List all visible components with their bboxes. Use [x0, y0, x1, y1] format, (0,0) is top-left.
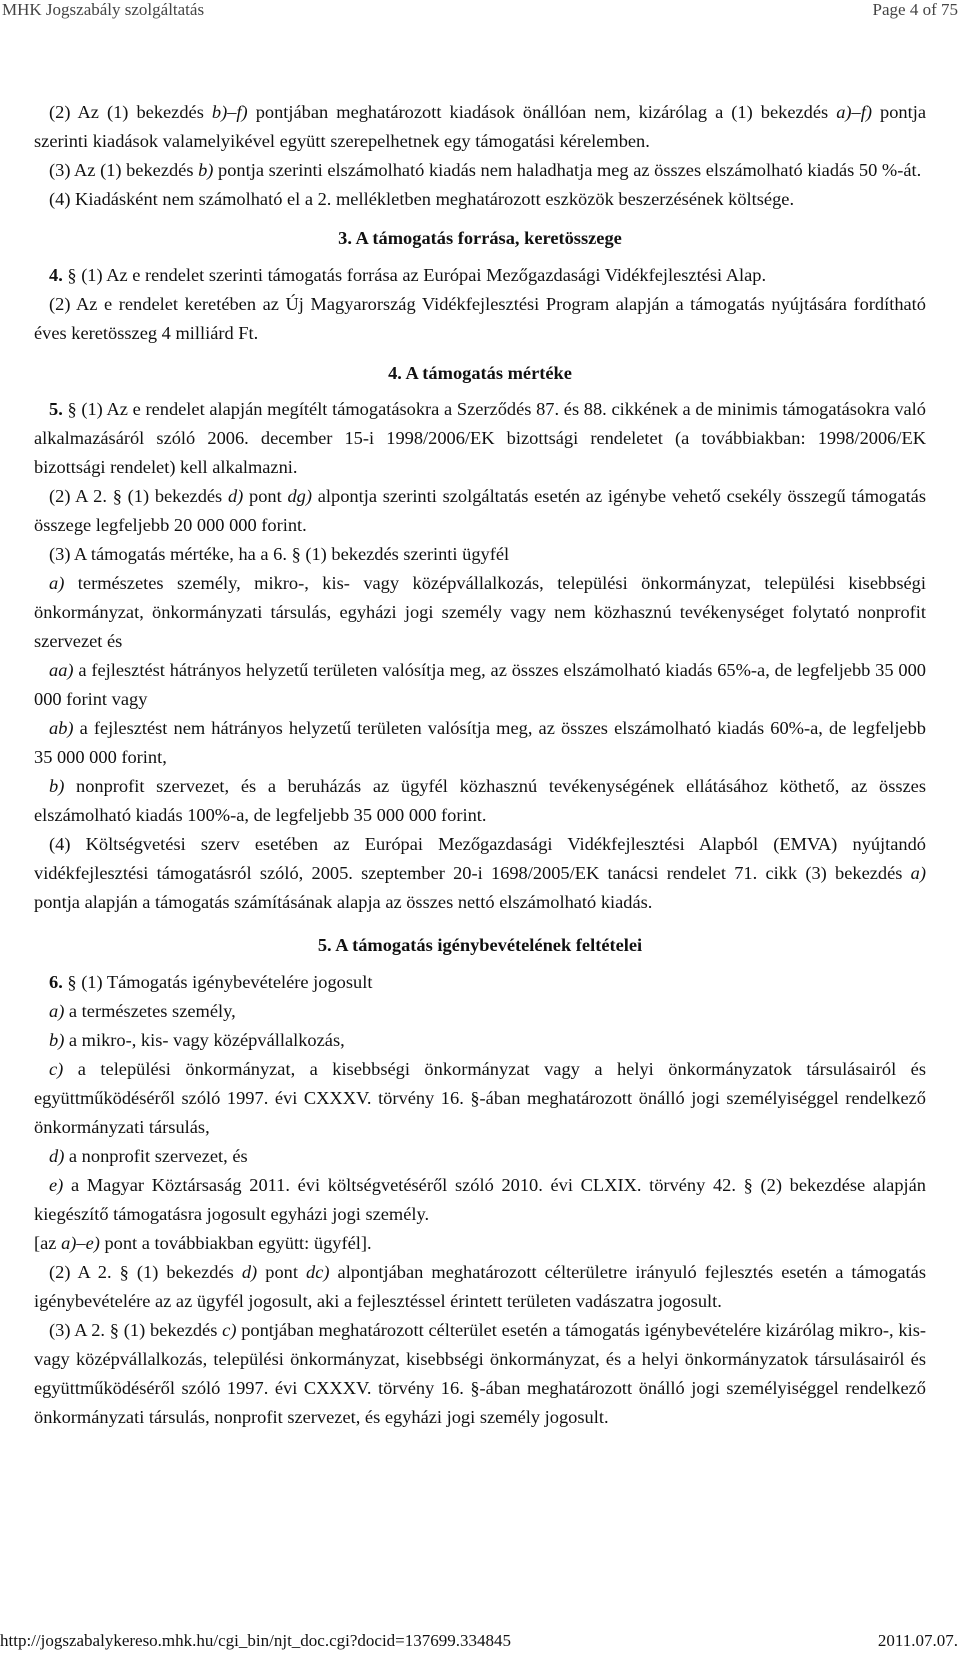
text: a mikro-, kis- vagy középvállalkozás,: [64, 1030, 345, 1050]
list-item: [34, 1026, 926, 1055]
section-heading: 4. A támogatás mértéke: [388, 363, 572, 383]
item-label: b): [49, 1030, 65, 1050]
item-label: aa): [49, 660, 74, 680]
list-item: [34, 1142, 926, 1171]
page-footer: [0, 1631, 960, 1654]
text: (2) A 2. § (1) bekezdés: [49, 486, 228, 506]
item-label: e): [49, 1175, 64, 1195]
section-heading: 5. A támogatás igénybevételének feltételei: [317, 935, 643, 955]
header-title: MHK Jogszabály szolgáltatás: [2, 0, 205, 19]
paragraph: [34, 1229, 926, 1258]
list-item: [34, 569, 926, 656]
paragraph: [34, 98, 926, 156]
item-label: c): [49, 1059, 64, 1079]
text: pont: [257, 1262, 306, 1282]
text: § (1) Támogatás igénybevételére jogosult: [62, 972, 373, 992]
list-item: [34, 1171, 926, 1229]
text: a települési önkormányzat, a kisebbségi önkormányzat vagy a helyi önkormányzatok társulásairól és együttműködéséről szóló 1997. évi CXXXV. törvény 16. §-ában meghatározott önálló jogi személyiséggel rendelkező önkormányzati társulás,: [34, 1059, 926, 1137]
text: természetes személy, mikro-, kis- vagy középvállalkozás, települési önkormányzat, települési kisebbségi önkormányzat, önkormányzati társulás, egyházi jogi személy vagy nem közhasznú tevékenységet folytató nonprofit szervezet és: [34, 573, 926, 651]
list-item: [34, 772, 926, 830]
text: (3) Az (1) bekezdés: [49, 160, 199, 180]
page-number: Page 4 of 75: [872, 0, 958, 19]
paragraph: [34, 261, 926, 290]
text-italic: d): [227, 486, 244, 506]
text: alpontja szerinti szolgáltatás esetén az igénybe vehető csekély összegű támogatás összege legfeljebb 20 000 000 forint.: [34, 486, 926, 535]
page-header: [0, 0, 960, 24]
text: § (1) Az e rendelet alapján megítélt támogatásokra a Szerződés 87. és 88. cikkének a de minimis támogatásokra való alkalmazásáról szóló 2006. december 15-i 1998/2006/EK bizottsági rendeletet (a továbbiakban: 1998/2006/EK bizottsági rendelet) kell alkalmazni.: [34, 399, 926, 477]
text-italic: b)–f): [211, 102, 248, 122]
text: pontja szerinti elszámolható kiadás nem haladhatja meg az összes elszámolható kiadás 50 %-át.: [213, 160, 922, 180]
list-item: [34, 1055, 926, 1142]
text: a fejlesztést nem hátrányos helyzetű területen valósítja meg, az összes elszámolható kiadás 60%-a, de legfeljebb 35 000 000 forint,: [34, 718, 926, 767]
text: alpontjában meghatározott célterületre irányuló fejlesztés esetén a támogatás igénybevételére az az ügyfél jogosult, aki a fejlesztéssel érintett területen vadászatra jogosult.: [34, 1262, 926, 1311]
text: (3) A 2. § (1) bekezdés: [49, 1320, 223, 1340]
text-italic: a)–e): [61, 1233, 100, 1253]
item-label: a): [49, 1001, 65, 1021]
paragraph: (4) Kiadásként nem számolható el a 2. mellékletben meghatározott eszközök beszerzésének költsége.: [49, 189, 795, 209]
list-item: [34, 714, 926, 772]
footer-date: 2011.07.07.: [877, 1631, 958, 1650]
text: nonprofit szervezet, és a beruházás az ügyfél közhasznú tevékenységének ellátásához köthető, az összes elszámolható kiadás 100%-a, de legfeljebb 35 000 000 forint.: [34, 776, 926, 825]
paragraph: (2) Az e rendelet keretében az Új Magyarország Vidékfejlesztési Program alapján a támogatás nyújtására fordítható éves keretösszeg 4 milliárd Ft.: [34, 294, 926, 343]
section-number: 5.: [49, 399, 63, 419]
item-label: a): [49, 573, 65, 593]
text: § (1) Az e rendelet szerinti támogatás forrása az Európai Mezőgazdasági Vidékfejlesztési Alap.: [62, 265, 767, 285]
text: a fejlesztést hátrányos helyzetű területen valósítja meg, az összes elszámolható kiadás 65%-a, de legfeljebb 35 000 000 forint vagy: [34, 660, 926, 709]
text-italic: a)–f): [836, 102, 872, 122]
paragraph: [34, 1316, 926, 1432]
text: pontjában meghatározott kiadások önállóan nem, kizárólag a (1) bekezdés: [247, 102, 837, 122]
text: pont: [243, 486, 288, 506]
text: pontja alapján a támogatás számításának alapja az összes nettó elszámolható kiadás.: [34, 892, 653, 912]
list-item: [34, 997, 926, 1026]
paragraph: [34, 968, 926, 997]
item-label: d): [49, 1146, 65, 1166]
paragraph: [34, 395, 926, 482]
text: pontjában meghatározott célterület esetén a támogatás igénybevételére kizárólag mikro-, kis- vagy középvállalkozás, települési önkormányzat, kisebbségi önkormányzat, és a helyi önkormányzatok társulásairól és együttműködéséről szóló 1997. évi CXXXV. törvény 16. §-ában meghatározott önálló jogi személyiséggel rendelkező önkormányzati társulás, nonprofit szervezet, és egyházi jogi személy jogosult.: [34, 1320, 927, 1427]
text: (2) Az (1) bekezdés: [49, 102, 212, 122]
paragraph: [34, 156, 926, 185]
item-label: ab): [49, 718, 74, 738]
footer-url: http://jogszabalykereso.mhk.hu/cgi_bin/njt_doc.cgi?docid=137699.334845: [0, 1631, 512, 1650]
section-number: 6.: [49, 972, 63, 992]
text-italic: b): [198, 160, 214, 180]
text-italic: d): [241, 1262, 258, 1282]
text: pont a továbbiakban együtt: ügyfél].: [99, 1233, 372, 1253]
text: a Magyar Köztársaság 2011. évi költségvetéséről szóló 2010. évi CLXIX. törvény 42. § (2) bekezdése alapján kiegészítő támogatásra jogosult egyházi jogi személy.: [34, 1175, 926, 1224]
paragraph: [34, 1258, 926, 1316]
text-italic: dc): [306, 1262, 330, 1282]
text: a nonprofit szervezet, és: [64, 1146, 248, 1166]
paragraph: [34, 830, 926, 917]
item-label: b): [49, 776, 65, 796]
paragraph: [34, 482, 926, 540]
paragraph: (3) A támogatás mértéke, ha a 6. § (1) bekezdés szerinti ügyfél: [49, 544, 510, 564]
text-italic: c): [222, 1320, 237, 1340]
section-heading: 3. A támogatás forrása, keretösszege: [338, 228, 622, 248]
text: [az: [34, 1233, 62, 1253]
text-italic: a): [910, 863, 926, 883]
text-italic: dg): [287, 486, 312, 506]
text: (2) A 2. § (1) bekezdés: [49, 1262, 242, 1282]
text: (4) Költségvetési szerv esetében az Európai Mezőgazdasági Vidékfejlesztési Alapból (EMVA) nyújtandó vidékfejlesztési támogatásról szóló, 2005. szeptember 20-i 1698/2005/EK tanácsi rendelet 71. cikk (3) bekezdés: [34, 834, 926, 883]
document-body: [34, 98, 926, 1432]
text: a természetes személy,: [64, 1001, 236, 1021]
list-item: [34, 656, 926, 714]
section-number: 4.: [49, 265, 63, 285]
text: pontja szerinti kiadások valamelyikével együtt szerepelhetnek egy támogatási kérelemben.: [34, 102, 926, 151]
